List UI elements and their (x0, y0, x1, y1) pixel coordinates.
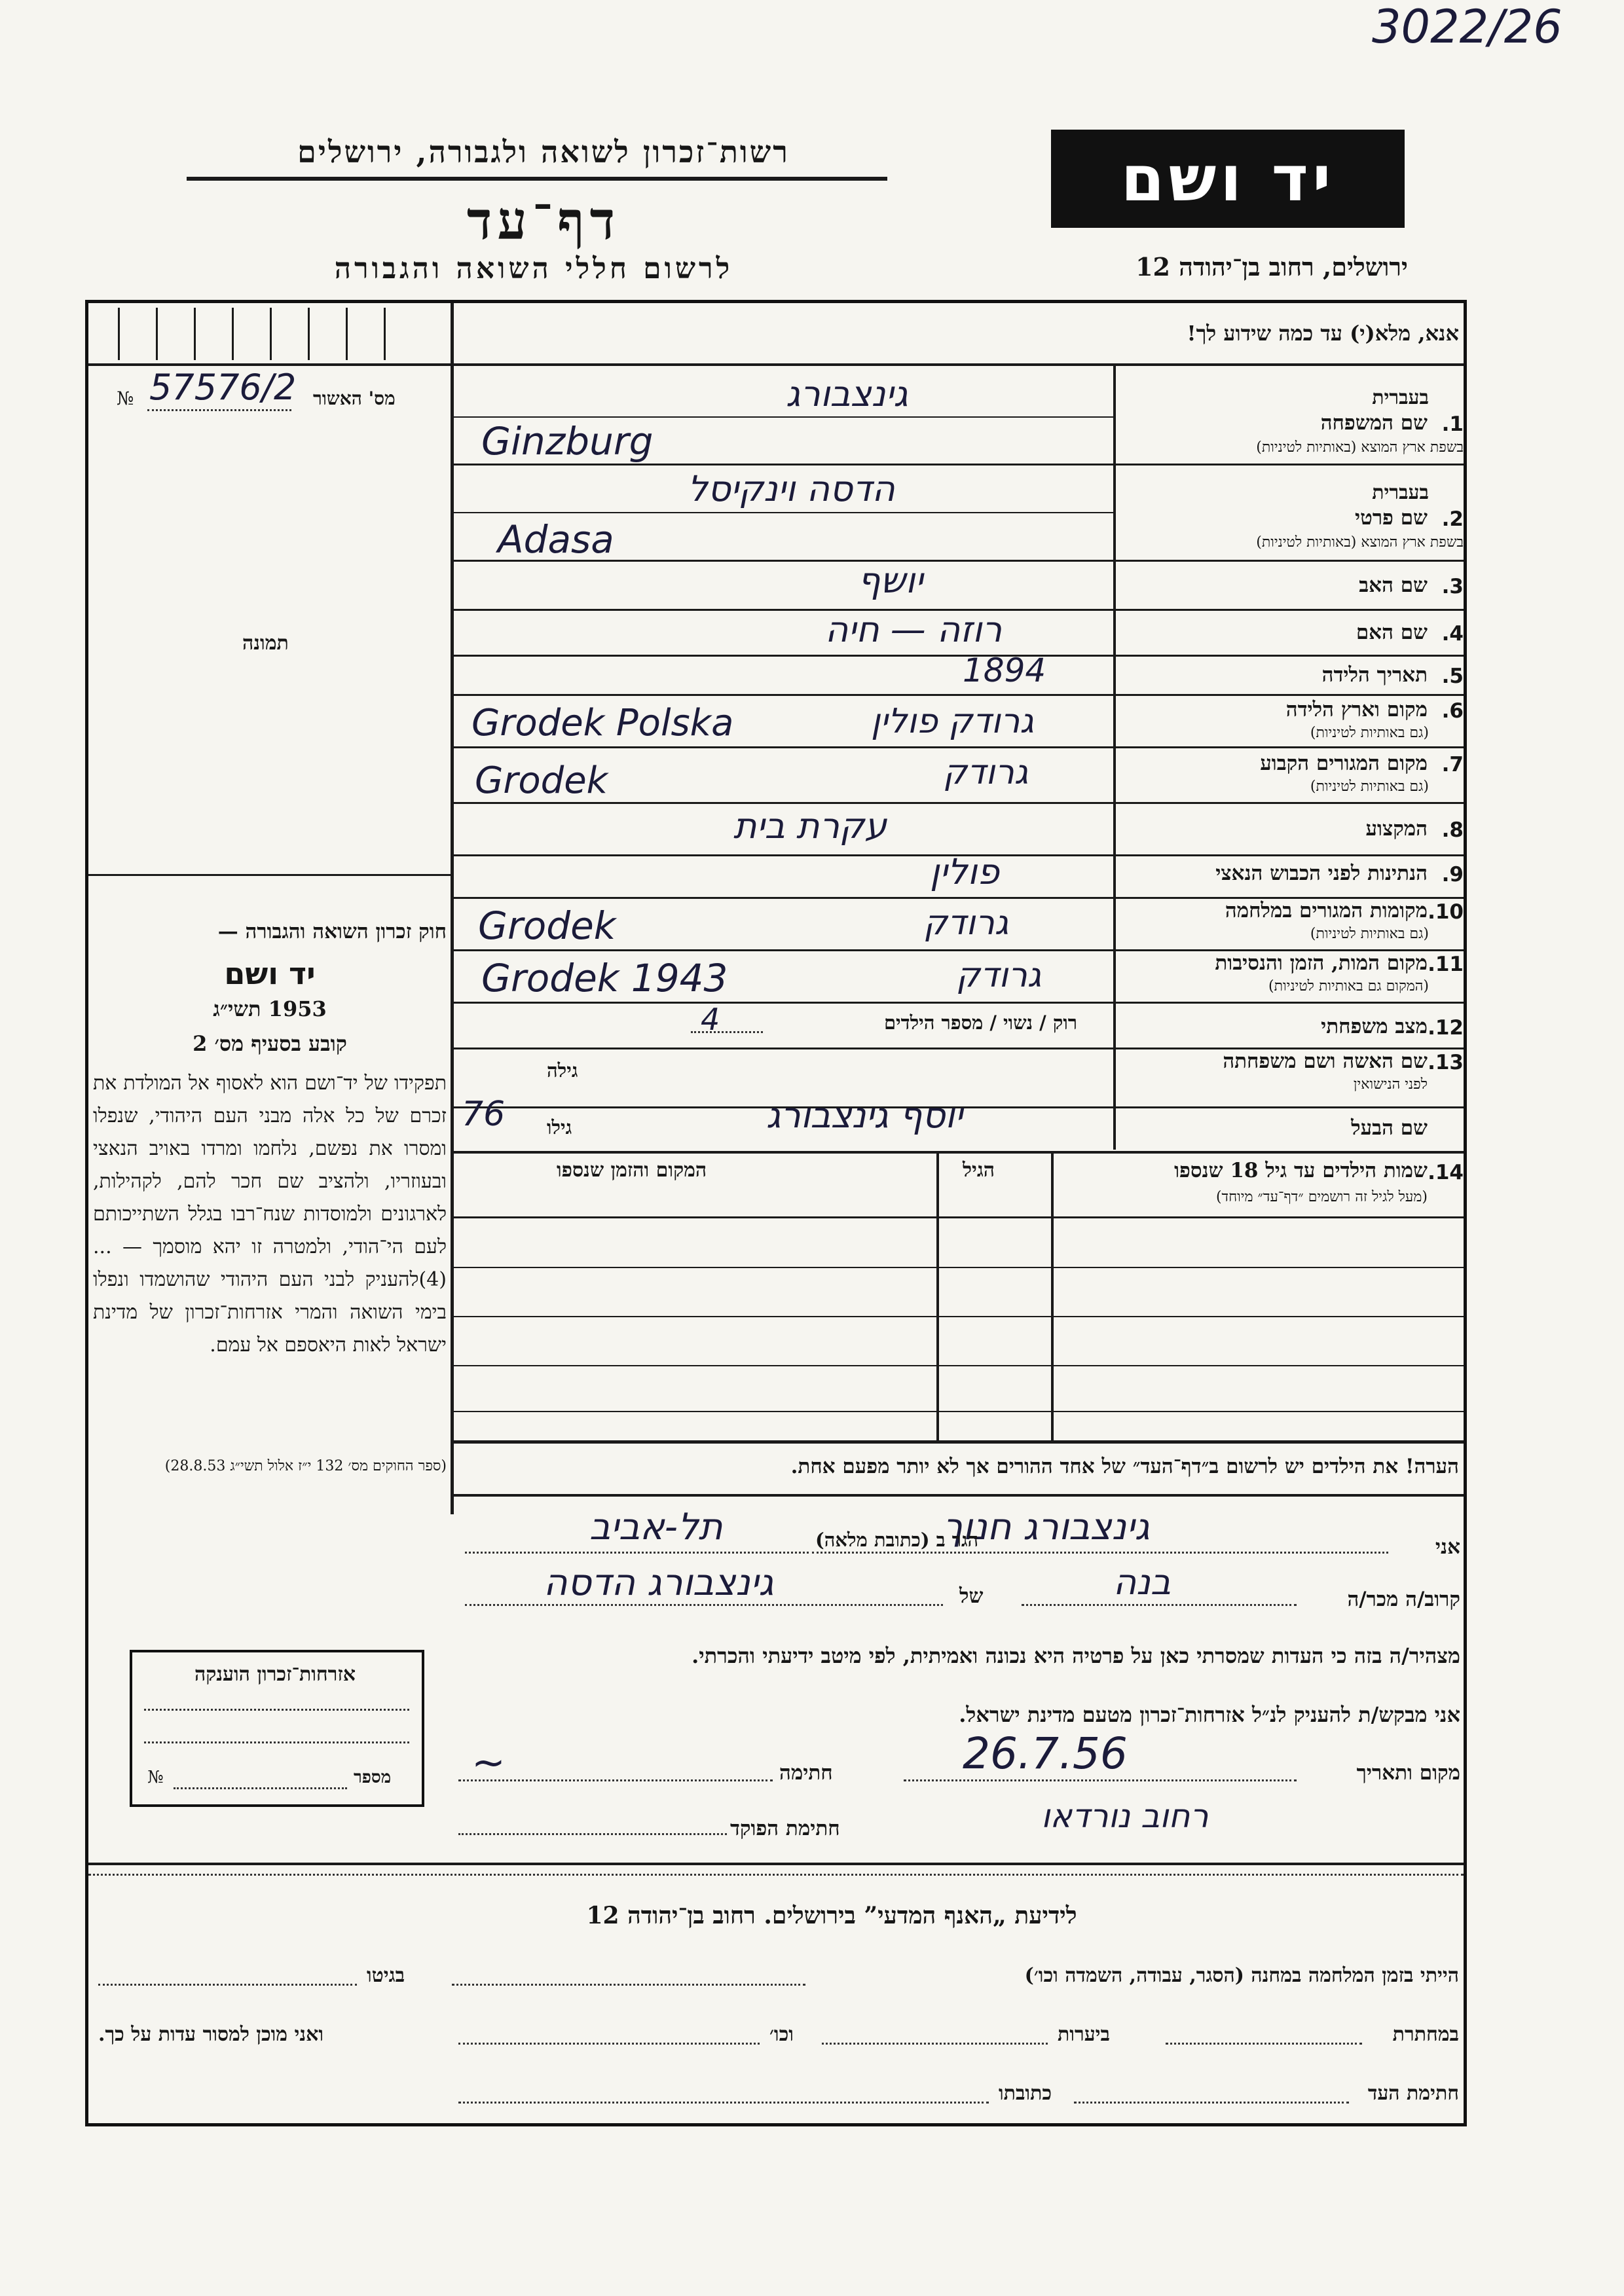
children-col-place: המקום והזמן שנספו (557, 1159, 707, 1182)
field-3-value: יושף (858, 560, 923, 601)
form-title: דף־עד (466, 190, 621, 251)
field-10-value-latin: Grodek (478, 903, 616, 948)
field-1-label: שם המשפחה (1320, 411, 1428, 435)
field-9-value: פולין (930, 851, 999, 892)
field-6-value-hebrew: גרודק פולין (871, 702, 1034, 741)
children-col-age: הגיל (963, 1159, 995, 1182)
field-9-label: הנתינות לפני הכבוש הנאצי (1215, 862, 1428, 885)
field-8-value: עקרת בית (733, 805, 887, 847)
decl-address: תל-אביב (589, 1506, 723, 1548)
husband-label: שם הבעל (1351, 1116, 1428, 1140)
table-row (454, 1219, 1464, 1267)
field-1-hebrew-tag: בעברית (1372, 386, 1429, 409)
children-rows (454, 1219, 1464, 1440)
field-4-label: שם האם (1356, 621, 1428, 644)
citizenship-title: אזרחות־זכרון הוענקה (194, 1663, 356, 1686)
registration-number: 57576/2 (149, 367, 297, 408)
header-address: ירושלים, רחוב בן־יהודה 12 (1135, 252, 1408, 282)
registration-symbol: № (117, 388, 134, 409)
table-row (454, 1412, 1464, 1440)
field-7-label: מקום המגורים הקבוע (1260, 752, 1428, 775)
field-12-label: מצב משפחתי (1321, 1015, 1428, 1038)
husband-age: 76 (462, 1095, 506, 1134)
law-text: תפקידו של יד־ושם הוא לאסוף אל המולדת את זכרם של כל אלה מבני העם היהודי, שנפלו ומסרו את נפשם, נלחמו ומרדו באויב הנאצי ובעוזריו, ולהציב שם חכר להם, לקהילות, לארגונים ולמוסדות שנח־רבו בגלל השתייכותם לעם הי־הודי, ולמטרה זו יהא מוסמך — ...(4)להעניק לבני העם היהודי שהושמדו ונפלו בימי השואה והמרי אזרחות־זכרון של מדינת ישראל לאות היאספם אל עמם. (93, 1072, 447, 1357)
decl-resident-label: הגר ב (כתובת מלאה) (815, 1529, 979, 1551)
photo-box-bottom (88, 874, 451, 876)
field-13-label: שם האשה ושם משפחתה (1223, 1049, 1428, 1073)
table-row (454, 1316, 1464, 1364)
field-1-value-latin: Ginzburg (481, 419, 654, 464)
decl-handwritten-note: רחוב נורדאו (1041, 1797, 1209, 1835)
remark-text: הערה! את הילדים יש לרשום ב״דף־העד״ של אחד ההורים אך לא יותר מפעם אחת. (790, 1455, 1459, 1478)
decl-relation: בנה (1113, 1561, 1172, 1603)
label-column-divider (1113, 364, 1116, 1150)
field-5-value: 1894 (963, 651, 1046, 689)
husband-value: יוסף גינצבורג (766, 1095, 963, 1136)
photo-label: תמונה (242, 632, 289, 655)
top-strip-rule (88, 363, 1464, 366)
table-row (454, 1364, 1464, 1412)
field-2-value-latin: Adasa (498, 517, 614, 562)
children-title: שמות הילדים עד גיל 18 שנספו (1174, 1159, 1428, 1182)
decl-place-date-label: מקום ותאריך (1356, 1761, 1460, 1785)
field-12-value: 4 (701, 1002, 720, 1037)
field-7-value-hebrew: גרודק (943, 753, 1029, 792)
form-subtitle: לרשום חללי השואה והגבורה (334, 252, 733, 285)
field-1-value-hebrew: גינצבורג (786, 373, 908, 414)
law-years: 1953 תשי״ג (213, 996, 327, 1021)
authority-title: רשות־זכרון לשואה ולגבורה, ירושלים (297, 134, 790, 170)
field-8-label: המקצוע (1365, 817, 1428, 841)
field-13-age-label: גילה (547, 1059, 578, 1082)
field-5-label: תאריך הלידה (1321, 663, 1428, 687)
decl-official-label: חתימת הפוקד (730, 1817, 840, 1840)
field-11-label: מקום המות, הזמן והנסיבות (1215, 951, 1428, 975)
field-7-value-latin: Grodek (475, 759, 608, 802)
decl-statement: מצהיר/ה בזה כי העדות שמסרתי כאן על פרטיה היא נכונה ואמיתית, לפי מיטב ידיעתי והכרתי. (692, 1643, 1460, 1668)
decl-of-label: של (959, 1584, 984, 1608)
yad-vashem-logo: יד ושם (1051, 130, 1405, 228)
field-3-label: שם האב (1359, 574, 1428, 597)
law-section: קובע בסעיף מס׳ 2 (193, 1031, 347, 1056)
decl-request: אני מבקש/ת להעניק לנ״ל אזרחות־זכרון מטעם מדינת ישראל. (959, 1702, 1460, 1727)
corner-number: 3022/26 (1372, 0, 1562, 54)
decl-place-date: 26.7.56 (963, 1728, 1128, 1779)
decl-relation-label: קרוב/ה מכר/ה (1347, 1588, 1460, 1611)
footer-notice: לידיעת „האנף המדעי” בירושלים. רחוב בן־יהודה 12 (586, 1902, 1077, 1929)
decl-signature-label: חתימה (779, 1761, 833, 1785)
field-11-value-latin: Grodek 1943 (481, 956, 728, 1000)
husband-age-label: גילו (547, 1116, 572, 1139)
registration-label: מס' האשור (313, 388, 396, 409)
intro-text: אנא, מלא(י) עד כמה שידוע לך! (1187, 321, 1459, 346)
citizenship-number-label: מספר (354, 1768, 392, 1787)
field-10-label: מקומות המגורים במלחמה (1225, 899, 1428, 922)
field-2-label: שם פרטי (1354, 506, 1428, 530)
decl-of-value: גינצבורג הדסה (544, 1561, 774, 1604)
decl-signature: ~ (471, 1738, 506, 1786)
law-source: (ספר החוקים מס׳ 132 י״ז אלול תשי״ג 28.8.53) (164, 1458, 447, 1474)
field-10-value-hebrew: גרודק (923, 903, 1009, 943)
header-rule (187, 177, 887, 181)
law-name: יד ושם (224, 956, 316, 991)
field-6-label: מקום וארץ הלידה (1285, 698, 1428, 721)
law-heading: חוק זכרון השואה והגבורה — (217, 920, 447, 943)
field-4-value: רוזה — חיה (825, 609, 1003, 650)
decl-declarant: גינצבורג חנוך (943, 1506, 1150, 1548)
field-12-options: רוק / נשוי / מספר הילדים (883, 1011, 1077, 1034)
decl-i-label: אני (1435, 1535, 1460, 1559)
field-6-value-latin: Grodek Polska (471, 702, 734, 744)
field-2-value-hebrew: הדסה וינקיסל (688, 468, 895, 509)
table-row (454, 1267, 1464, 1316)
field-11-value-hebrew: גרודק (956, 956, 1042, 995)
citizenship-number-symbol: № (147, 1768, 164, 1787)
